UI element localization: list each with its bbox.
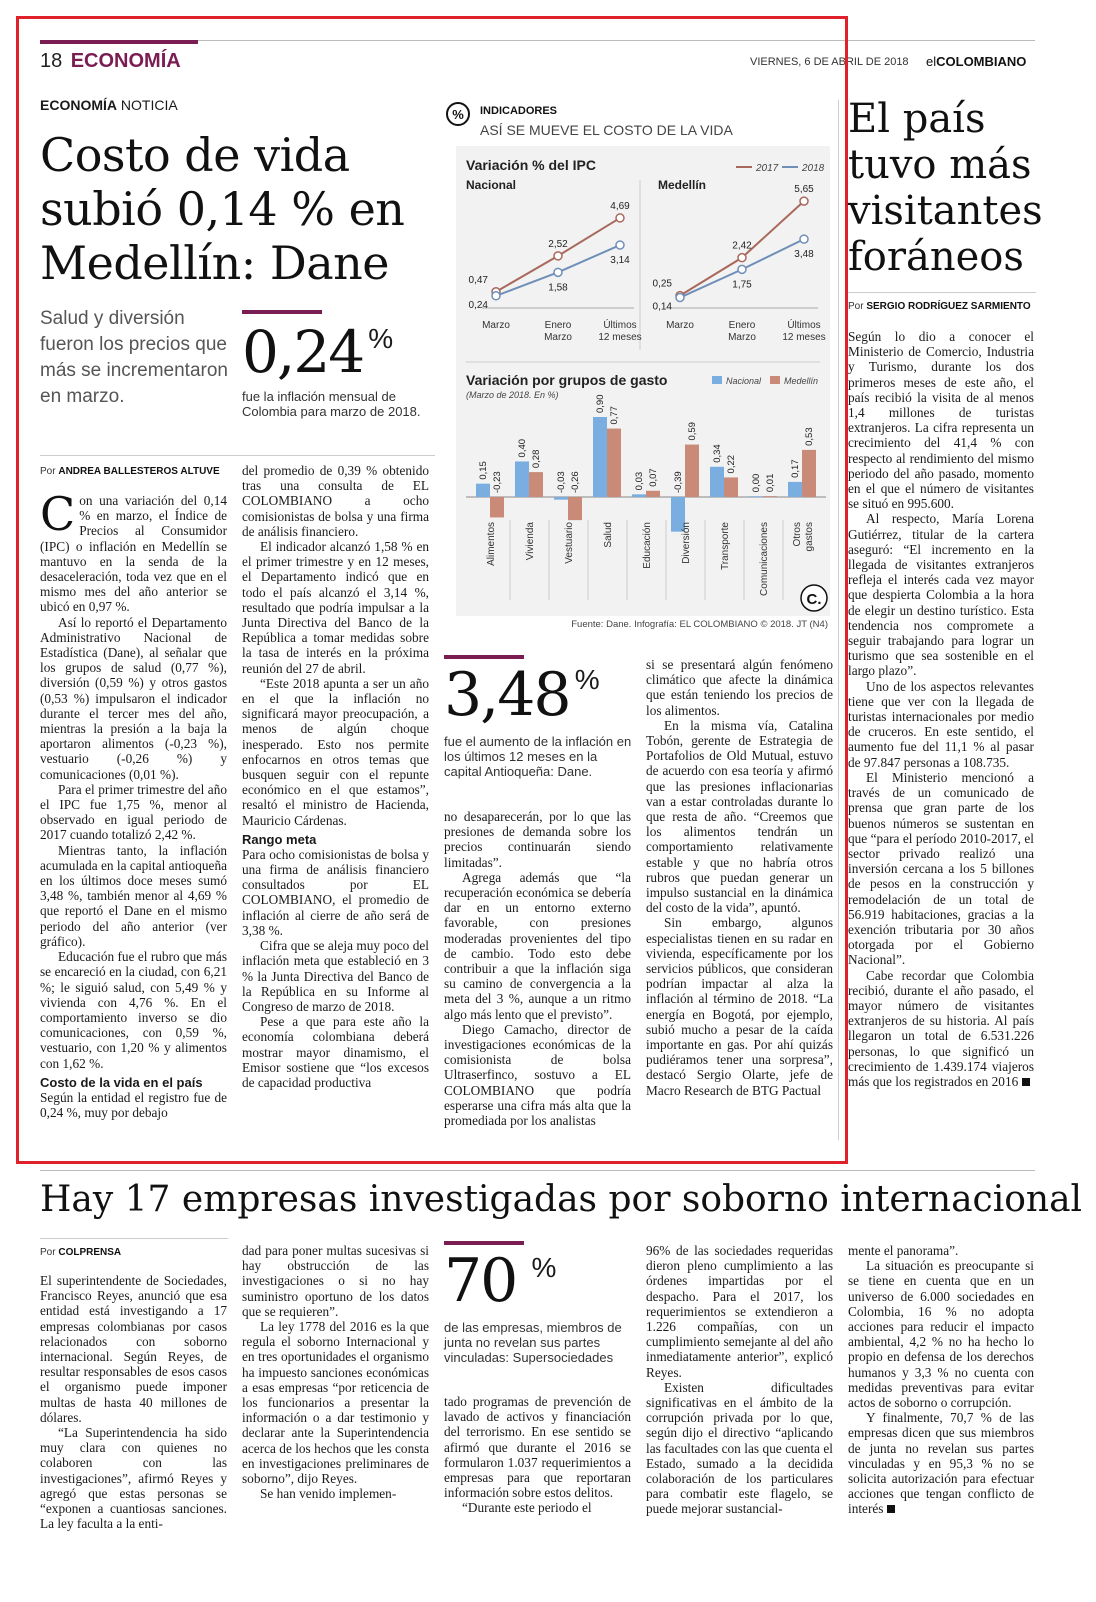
bar-value-label: 0,90 bbox=[595, 394, 606, 413]
stat1-accent bbox=[242, 310, 322, 314]
percent-badge: % bbox=[452, 107, 464, 122]
side-article-title: El país tuvo más visitantes foráneos bbox=[848, 96, 1043, 280]
bar-value-label: -0,03 bbox=[556, 471, 567, 493]
stat2-value: 3,48 bbox=[444, 660, 570, 730]
bar-value-label: 0,15 bbox=[478, 461, 489, 480]
line-value-label: 5,65 bbox=[794, 184, 814, 196]
line-x-tick-label: 12 meses bbox=[782, 332, 826, 343]
line-x-tick-label: 12 meses bbox=[598, 332, 642, 343]
legend-nacional: Nacional bbox=[726, 376, 762, 386]
bar-category-label: Transporte bbox=[720, 522, 731, 570]
legend-nacional-swatch bbox=[712, 376, 722, 384]
bar-value-label: -0,23 bbox=[492, 471, 503, 493]
stat1-block bbox=[242, 318, 432, 386]
bar-Nacional-Comunicaciones bbox=[749, 496, 763, 497]
bar-Medellín-Transporte bbox=[724, 477, 738, 497]
bar-Nacional-Otros gastos bbox=[788, 482, 802, 497]
subhead-rango: Rango meta bbox=[242, 831, 317, 847]
end-mark bbox=[887, 1505, 895, 1513]
stat3-caption: de las empresas, miembros de junta no revelan sus partes vinculadas: Supersociedades bbox=[444, 1320, 622, 1365]
bar-Medellín-Comunicaciones bbox=[763, 496, 777, 497]
bar-category-label: Alimentos bbox=[486, 522, 497, 566]
line-value-label: 3,48 bbox=[794, 249, 814, 261]
article-title: Costo de vida subió 0,14 % en Medellín: Dane bbox=[40, 128, 405, 290]
line-point-medellin-2018 bbox=[676, 294, 684, 302]
stat2-block bbox=[444, 660, 634, 730]
line-value-label: 3,14 bbox=[610, 255, 630, 267]
panel-nacional-title: Nacional bbox=[466, 178, 517, 192]
article-kicker: ECONOMÍA NOTICIA bbox=[40, 97, 178, 113]
bar-category-label: Vivienda bbox=[525, 522, 536, 561]
bottom-rule bbox=[40, 1170, 1035, 1171]
line-value-label: 1,75 bbox=[732, 279, 752, 291]
bar-Medellín-Otros gastos bbox=[802, 450, 816, 497]
bottom-column-5: mente el panorama”. La situación es preocupante si se tiene en cuenta que en un universo de 6.000 sociedades en Colombia, 16 % no adopta acciones para reducir el impacto ambiental, 4,2 % no ha hecho lo propio en defensa de los derechos humanos y 3,3 % no cuenta con medidas preventivas para evitar actos de soborno o corrupción. Y finalmente, 70,7 % de las empresas dicen que sus miembros de junta no revelan sus partes vinculadas y en 95,3 % no se solicita autorización para efectuar acciones que tengan conflicto de interés bbox=[848, 1243, 1034, 1517]
stat3-value: 70 bbox=[444, 1246, 517, 1316]
legend-2018: 2018 bbox=[802, 163, 825, 174]
bar-value-label: -0,39 bbox=[673, 471, 684, 493]
bottom-article-title: Hay 17 empresas investigadas por soborno internacional bbox=[40, 1179, 1083, 1220]
line-value-label: 4,69 bbox=[610, 200, 630, 212]
bar-category-label: Diversión bbox=[681, 522, 692, 564]
bottom-column-2: dad para poner multas sucesivas si hay obstrucción de las investigaciones o si no hay suministro oportuno de los datos que se requieren”. La ley 1778 del 2016 es la que regula el soborno Internacional y en tres oportunidades el organismo ha impuesto sanciones económicas a esas empresas “por reticencia de los funcionarios a presentar la información o a dar testimonio y declarar ante la Superintendencia acerca de los hechos que les consta en investigaciones preliminares de soborno”, dijo Reyes. Se han venido implemen- bbox=[242, 1243, 429, 1502]
bottom-column-4: 96% de las sociedades requeridas dieron pleno cumplimiento a las órdenes impartidas por el despacho. Para el 2017, los requerimientos se extendieron a 1.226 compañías, con un cumplimiento semejante al del año inmediatamente anterior”, explicó Reyes. Existen dificultades significativas en el ámbito de la corrupción privada por lo que, según dijo el directivo “aplicando las facultades con las que cuenta el Estado, sumado a la decidida colaboración de los particulares para combatir este flagelo, se puede mejorar sustancial- bbox=[646, 1243, 833, 1517]
line-point-medellin-2017 bbox=[800, 197, 808, 205]
bar-value-label: 0,07 bbox=[648, 468, 659, 487]
legend-medellin: Medellín bbox=[784, 376, 819, 386]
bottom-byline: Por COLPRENSA bbox=[40, 1247, 122, 1258]
line-x-tick-label: Enero bbox=[544, 320, 572, 331]
bar-chart-title: Variación por grupos de gasto bbox=[466, 372, 668, 388]
bottom-column-3: tado programas de prevención de lavado de activos y financiación del terrorismo. En ese sentido se afirmó que durante el 2016 se formularon 1.037 requerimientos a empresas para que reportaran información sobre estos delitos. “Durante este periodo el bbox=[444, 1394, 631, 1516]
stat2-unit: % bbox=[574, 664, 600, 695]
line-value-label: 2,42 bbox=[732, 240, 752, 252]
brand-logo: elCOLOMBIANO bbox=[926, 54, 1027, 69]
stat2-caption: fue el aumento de la inflación en los últimos 12 meses en la capital Antioqueña: Dane. bbox=[444, 734, 632, 779]
page-number: 18 bbox=[40, 50, 63, 72]
line-point-nacional-2018 bbox=[554, 268, 562, 276]
line-value-label: 0,14 bbox=[652, 301, 672, 313]
stat2-accent bbox=[444, 655, 524, 659]
bar-value-label: 0,03 bbox=[634, 471, 645, 491]
main-byline: Por ANDREA BALLESTEROS ALTUVE bbox=[40, 466, 220, 477]
line-chart-title: Variación % del IPC bbox=[466, 157, 596, 173]
info-source: Fuente: Dane. Infografía: EL COLOMBIANO © 2018. JT (N4) bbox=[571, 619, 828, 630]
infographic bbox=[444, 100, 836, 635]
bar-category-label: Otros bbox=[792, 522, 803, 547]
legend-2017: 2017 bbox=[756, 163, 779, 174]
bar-Medellín-Educación bbox=[646, 491, 660, 497]
bar-category-label: Educación bbox=[642, 522, 653, 569]
bar-Medellín-Vivienda bbox=[529, 472, 543, 497]
line-point-medellin-2018 bbox=[800, 235, 808, 243]
bar-category-label: gastos bbox=[804, 522, 815, 552]
line-point-nacional-2018 bbox=[616, 241, 624, 249]
bottom-byline-rule bbox=[40, 1238, 228, 1239]
stat3-block bbox=[444, 1246, 634, 1316]
end-mark bbox=[1022, 1078, 1030, 1086]
bar-category-label: Comunicaciones bbox=[759, 522, 770, 596]
info-title: ASÍ SE MUEVE EL COSTO DE LA VIDA bbox=[480, 122, 733, 138]
side-byline: Por SERGIO RODRÍGUEZ SARMIENTO bbox=[848, 301, 1031, 312]
bar-Medellín-Vestuario bbox=[568, 497, 582, 520]
subhead-costo: Costo de la vida en el país bbox=[40, 1074, 203, 1090]
line-value-label: 1,58 bbox=[548, 282, 568, 294]
line-x-tick-label: Enero bbox=[728, 320, 756, 331]
infographic-svg bbox=[444, 100, 836, 635]
bar-Nacional-Vivienda bbox=[515, 461, 529, 497]
bar-value-label: 0,53 bbox=[804, 427, 815, 446]
stat3-accent bbox=[444, 1241, 524, 1245]
line-point-nacional-2018 bbox=[492, 292, 500, 300]
main-column-2: del promedio de 0,39 % obtenido tras una consulta de EL COLOMBIANO a ocho comisionistas de bolsa y una firma de análisis financiero. El indicador alcanzó 1,58 % en el primer trimestre y en 12 meses, el Departamento indicó que en todo el país alcanzó el 3,14 %, resultado que podría impulsar a la Junta Directiva del Banco de la República a tomar medidas sobre la tasa de interés en la próxima reunión del 27 de abril. “Este 2018 apunta a ser un año en el que la inflación no significará mayor preocupación, a menos de algún choque inesperado. Esto nos permite enfocarnos en otros temas que busquen seguir con el repunte económico en el que estamos”, resaltó el ministro de Hacienda, Mauricio Cárdenas. Rango meta Para ocho comisionistas de bolsa y una firma de análisis financiero consultados por EL COLOMBIANO, el promedio de inflación al cierre de año será de 3,38 %. Cifra que se aleja muy poco del inflación meta que estableció en 3 % la Junta Directiva del Banco de la República en su Informe al Congreso de marzo de 2018. Pese a que para este año la economía colombiana deberá mostrar mayor dinamismo, el Emisor sostiene que “los excesos de capacidad productiva bbox=[242, 463, 429, 1090]
main-byline-rule bbox=[40, 455, 435, 456]
section-name: ECONOMÍA bbox=[70, 50, 181, 72]
stat3-unit: % bbox=[531, 1252, 557, 1283]
bar-Nacional-Salud bbox=[593, 417, 607, 497]
bar-value-label: 0,40 bbox=[517, 438, 528, 458]
main-column-3: no desaparecerán, por lo que las presiones de demanda sobre los precios continuarán siendo limitadas”. Agrega además que “la recuperación económica se debería dar en un entorno externo favorable, con presiones moderadas provenientes del tipo de cambio. Todo esto debe contribuir a que la inflación siga su camino de convergencia a la meta del 3 %, aunque a un ritmo algo más lento que el previsto”. Diego Camacho, director de investigaciones económicas de la comisionista de bolsa Ultraserfinco, sostuvo a EL COLOMBIANO que podría esperarse una cifra más alta que la promediada por los analistas bbox=[444, 809, 631, 1129]
bar-chart-subtitle: (Marzo de 2018. En %) bbox=[466, 390, 559, 400]
line-value-label: 0,25 bbox=[652, 278, 672, 290]
main-column-4: si se presentará algún fenómeno climático que afecte la dinámica que están teniendo los precios de los alimentos. En la misma vía, Catalina Tobón, gerente de Estrategia de Portafolios de Old Mutual, estuvo de acuerdo con esa teoría y afirmó que las presiones inflacionarias van a estar controladas durante lo que resta de año. “Creemos que los alimentos tendrán un comportamiento relativamente estable y que no habría otros rubros que puedan generar un impulso sustancial en la dinámica del costo de la vida”, apuntó. Sin embargo, algunos especialistas tienen en su radar en vivienda, específicamente por los servicios públicos, que consideran podrían impactar al alza la inflación al término de 2018. “La energía en Bogotá, por ejemplo, subió mucho a pesar de la caída importante en gas. Por ahí quizás pudiéramos tener una sorpresa”, destacó Sergio Olarte, jefe de Macro Research de BTG Pactual bbox=[646, 657, 833, 1098]
line-value-label: 2,52 bbox=[548, 238, 568, 250]
bar-value-label: 0,17 bbox=[790, 459, 801, 478]
article-subtitle: Salud y diversión fueron los precios que más se incrementaron en marzo. bbox=[40, 308, 228, 407]
stat1-caption: fue la inflación mensual de Colombia para marzo de 2018. bbox=[242, 389, 421, 419]
panel-medellin-title: Medellín bbox=[658, 178, 707, 192]
side-byline-rule bbox=[848, 292, 1036, 293]
bar-Medellín-Diversión bbox=[685, 445, 699, 497]
line-x-tick-label: Marzo bbox=[728, 332, 756, 343]
side-column: Según lo dio a conocer el Ministerio de Comercio, Industria y Turismo, durante los dos primeros meses de este año, el país recibió la visita de al menos 1,4 millones de turistas extranjeros. La cifra representa un crecimiento del 41,4 % con respecto al rendimiento del mismo periodo del año pasado, momento en el que el número de visitantes se situó en 995.600. Al respecto, María Lorena Gutiérrez, titular de la cartera aseguró: “El incremento en la llegada de visitantes extranjeros refleja el interés cada vez mayor que despierta Colombia a la hora de elegir un destino turístico. Esta tendencia nos compromete a seguir trabajando para lograr un turismo que sea sostenible en el largo plazo”. Uno de los aspectos relevantes tiene que ver con la llegada de turistas internacionales por medio de cruceros. En este sentido, el aumento fue del 11,1 % al pasar de 97.847 personas a 108.735. El Ministerio mencionó a través de un comunicado de prensa que gran parte de los buenos números se sustentan en que “para el período 2010-2017, el sector privado realizó una inversión cercana a los 5 billones de pesos en la construcción y remodelación de un total de 56.919 habitaciones, gracias a la exención tributaria por 30 años otorgada por el Gobierno Nacional”. Cabe recordar que Colombia recibió, durante el año pasado, el mayor número de visitantes extranjeros de su historia. Al país llegaron un total de 6.531.226 personas, lo que significó un crecimiento de 1.439.174 viajeros más que los registrados en 2016 bbox=[848, 329, 1034, 1089]
line-x-tick-label: Últimos bbox=[787, 320, 821, 331]
bar-value-label: 0,01 bbox=[765, 473, 776, 493]
stat1-value: 0,24 bbox=[242, 318, 364, 386]
line-value-label: 0,47 bbox=[468, 274, 488, 286]
line-point-nacional-2017 bbox=[554, 252, 562, 260]
line-x-tick-label: Marzo bbox=[482, 320, 510, 331]
bar-category-label: Vestuario bbox=[564, 522, 575, 564]
bar-Medellín-Salud bbox=[607, 429, 621, 497]
bar-Nacional-Transporte bbox=[710, 467, 724, 497]
column-rule bbox=[838, 100, 839, 1140]
line-x-tick-label: Marzo bbox=[666, 320, 694, 331]
logo-letter: C. bbox=[806, 591, 822, 608]
line-point-medellin-2018 bbox=[738, 265, 746, 273]
main-column-1: Con una variación del 0,14 % en marzo, el Índice de Precios al Consumidor (IPC) o inflación en Medellín se mantuvo en la senda de la desaceleración, toda vez que en el mismo mes del año anterior se ubicó en 0,97 %. Así lo reportó el Departamento Administrativo Nacional de Estadística (Dane), al señalar que los grupos de salud (0,77 %), diversión (0,59 %) y otros gastos (0,53 %) impulsaron el indicador durante el tercer mes del año, mientras la presión a la baja la aportaron alimentos (-0,23 %), vestuario (-0,26 %) y comunicaciones (0,01 %). Para el primer trimestre del año el IPC fue 1,75 %, menor al observado en igual periodo de 2017 cuando totalizó 2,42 %. Mientras tanto, la inflación acumulada en la capital antioqueña en los últimos doce meses sumó 3,48 %, también menor al 4,69 % que reportó el Dane en el mismo periodo del año anterior (ver gráfico). Educación fue el rubro que más se encareció en la ciudad, con 6,21 %; le siguió salud, con 5,49 % y vivienda con 4,76 %. En el comportamiento inverso se dio comunicaciones, con 0,59 %, vestuario, con 1,20 % y alimentos con 1,62 %. Costo de la vida en el país Según la entidad el registro fue de 0,24 %, muy por debajo bbox=[40, 487, 227, 1120]
line-x-tick-label: Marzo bbox=[544, 332, 572, 343]
bar-Nacional-Educación bbox=[632, 494, 646, 497]
issue-date: VIERNES, 6 DE ABRIL DE 2018 bbox=[750, 56, 909, 68]
bar-Medellín-Alimentos bbox=[490, 497, 504, 517]
bar-value-label: 0,34 bbox=[712, 444, 723, 463]
bar-value-label: 0,77 bbox=[609, 406, 620, 425]
line-x-tick-label: Últimos bbox=[603, 320, 637, 331]
bar-value-label: 0,28 bbox=[531, 449, 542, 469]
line-point-medellin-2017 bbox=[738, 254, 746, 262]
dropcap: C bbox=[40, 487, 76, 541]
line-point-nacional-2017 bbox=[616, 214, 624, 222]
bar-Nacional-Alimentos bbox=[476, 484, 490, 497]
line-value-label: 0,24 bbox=[468, 299, 488, 311]
bar-Nacional-Vestuario bbox=[554, 497, 568, 500]
legend-medellin-swatch bbox=[770, 376, 780, 384]
info-label: INDICADORES bbox=[480, 105, 558, 117]
stat1-unit: % bbox=[368, 323, 394, 354]
bar-value-label: -0,26 bbox=[570, 471, 581, 493]
bar-value-label: 0,00 bbox=[751, 473, 762, 493]
bar-category-label: Salud bbox=[603, 522, 614, 548]
bar-value-label: 0,59 bbox=[687, 422, 698, 441]
bottom-column-1: El superintendente de Sociedades, Francisco Reyes, anunció que esa entidad está investigando a 17 empresas colombianas por casos relacionados con soborno internacional. Según Reyes, de resultar responsables de esos casos el organismo puede imponer multas de hasta 40 millones de dólares. “La Superintendencia ha sido muy clara con quienes no colaboren con las investigaciones”, afirmó Reyes y agregó que estas personas se “exponen a cuantiosas sanciones. La ley faculta a la enti- bbox=[40, 1273, 227, 1532]
bar-value-label: 0,22 bbox=[726, 454, 737, 474]
